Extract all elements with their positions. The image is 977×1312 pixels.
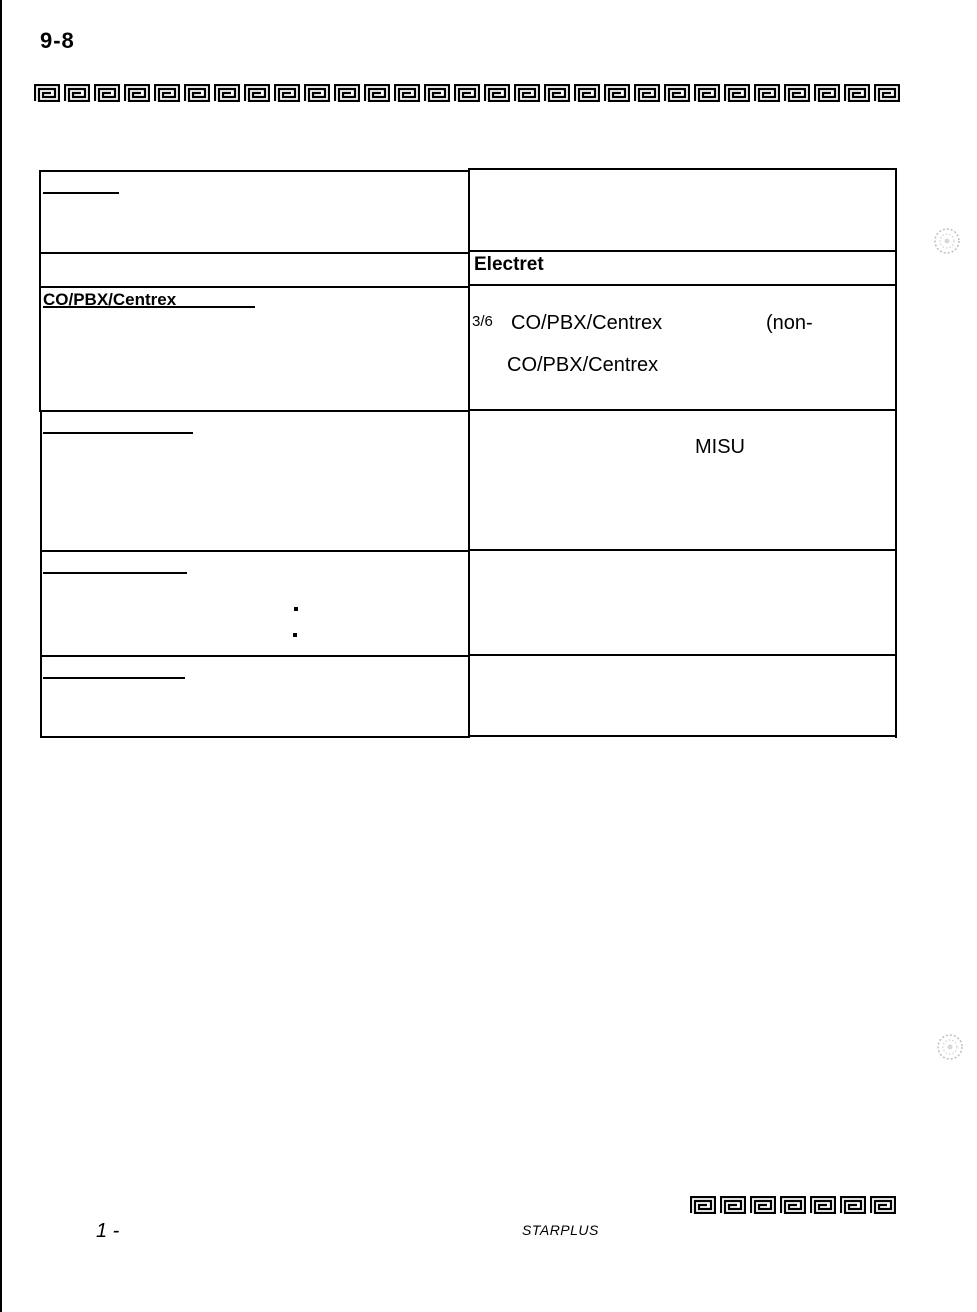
page-number: 9-8 <box>40 28 75 53</box>
greek-key-motif <box>454 84 480 102</box>
greek-key-motif <box>810 1196 836 1214</box>
table-bottom-right <box>468 735 897 737</box>
greek-key-motif <box>64 84 90 102</box>
greek-key-motif <box>720 1196 746 1214</box>
row-divider-1-right <box>468 250 897 252</box>
footer-revision: 1 - <box>96 1220 120 1242</box>
row-divider-5-left <box>40 655 470 657</box>
greek-key-motif <box>664 84 690 102</box>
greek-key-motif <box>484 84 510 102</box>
greek-key-motif <box>690 1196 716 1214</box>
row-divider-4-left <box>40 550 470 552</box>
co-pbx-centrex-heading: CO/PBX/Centrex <box>43 290 177 309</box>
greek-key-motif <box>274 84 300 102</box>
greek-key-motif <box>604 84 630 102</box>
greek-key-motif <box>574 84 600 102</box>
fraction-label: 3/6 <box>472 313 493 330</box>
bullet-dot <box>294 607 298 611</box>
greek-key-motif <box>780 1196 806 1214</box>
greek-key-motif <box>544 84 570 102</box>
misu-label: MISU <box>695 436 745 458</box>
row-divider-2-left <box>39 286 470 288</box>
table-left-edge-lower <box>40 410 42 737</box>
greek-key-motif <box>724 84 750 102</box>
greek-key-motif <box>750 1196 776 1214</box>
greek-key-motif <box>814 84 840 102</box>
greek-key-motif <box>424 84 450 102</box>
greek-key-motif <box>184 84 210 102</box>
greek-key-motif <box>870 1196 896 1214</box>
greek-key-border-top <box>34 84 904 102</box>
greek-key-motif <box>364 84 390 102</box>
co-pbx-centrex-text-1: CO/PBX/Centrex <box>511 312 663 334</box>
row6-heading-underline <box>43 677 185 679</box>
greek-key-motif <box>844 84 870 102</box>
footer-brand: STARPLUS <box>522 1222 599 1238</box>
row-divider-3-right <box>468 409 897 411</box>
row-divider-1-left <box>39 252 470 254</box>
electret-label: Electret <box>474 254 544 275</box>
table-top-left <box>39 170 470 172</box>
greek-key-border-bottom <box>690 1196 900 1214</box>
row-divider-5-right <box>468 654 897 656</box>
greek-key-motif <box>514 84 540 102</box>
greek-key-motif <box>34 84 60 102</box>
margin-seal-icon <box>932 226 962 256</box>
row1-heading-underline <box>43 192 119 194</box>
greek-key-motif <box>840 1196 866 1214</box>
greek-key-motif <box>694 84 720 102</box>
row-divider-2-right <box>468 284 897 286</box>
table-bottom-left <box>40 736 470 738</box>
row4-heading-underline <box>43 432 193 434</box>
table-left-edge <box>39 170 41 412</box>
margin-seal-icon <box>935 1032 965 1062</box>
greek-key-motif <box>784 84 810 102</box>
greek-key-motif <box>154 84 180 102</box>
greek-key-motif <box>874 84 900 102</box>
greek-key-motif <box>754 84 780 102</box>
table-right-edge <box>895 168 897 738</box>
non-text: (non- <box>766 312 813 334</box>
greek-key-motif <box>214 84 240 102</box>
greek-key-motif <box>124 84 150 102</box>
row5-heading-underline <box>43 572 187 574</box>
co-pbx-centrex-text-2: CO/PBX/Centrex <box>507 354 659 376</box>
greek-key-motif <box>634 84 660 102</box>
table-top-right <box>468 168 897 170</box>
row-divider-3-left <box>39 410 470 412</box>
page-left-rule <box>0 0 2 1312</box>
greek-key-motif <box>334 84 360 102</box>
greek-key-motif <box>94 84 120 102</box>
row-divider-4-right <box>468 549 897 551</box>
greek-key-motif <box>244 84 270 102</box>
greek-key-motif <box>394 84 420 102</box>
bullet-dot <box>293 633 297 637</box>
greek-key-motif <box>304 84 330 102</box>
